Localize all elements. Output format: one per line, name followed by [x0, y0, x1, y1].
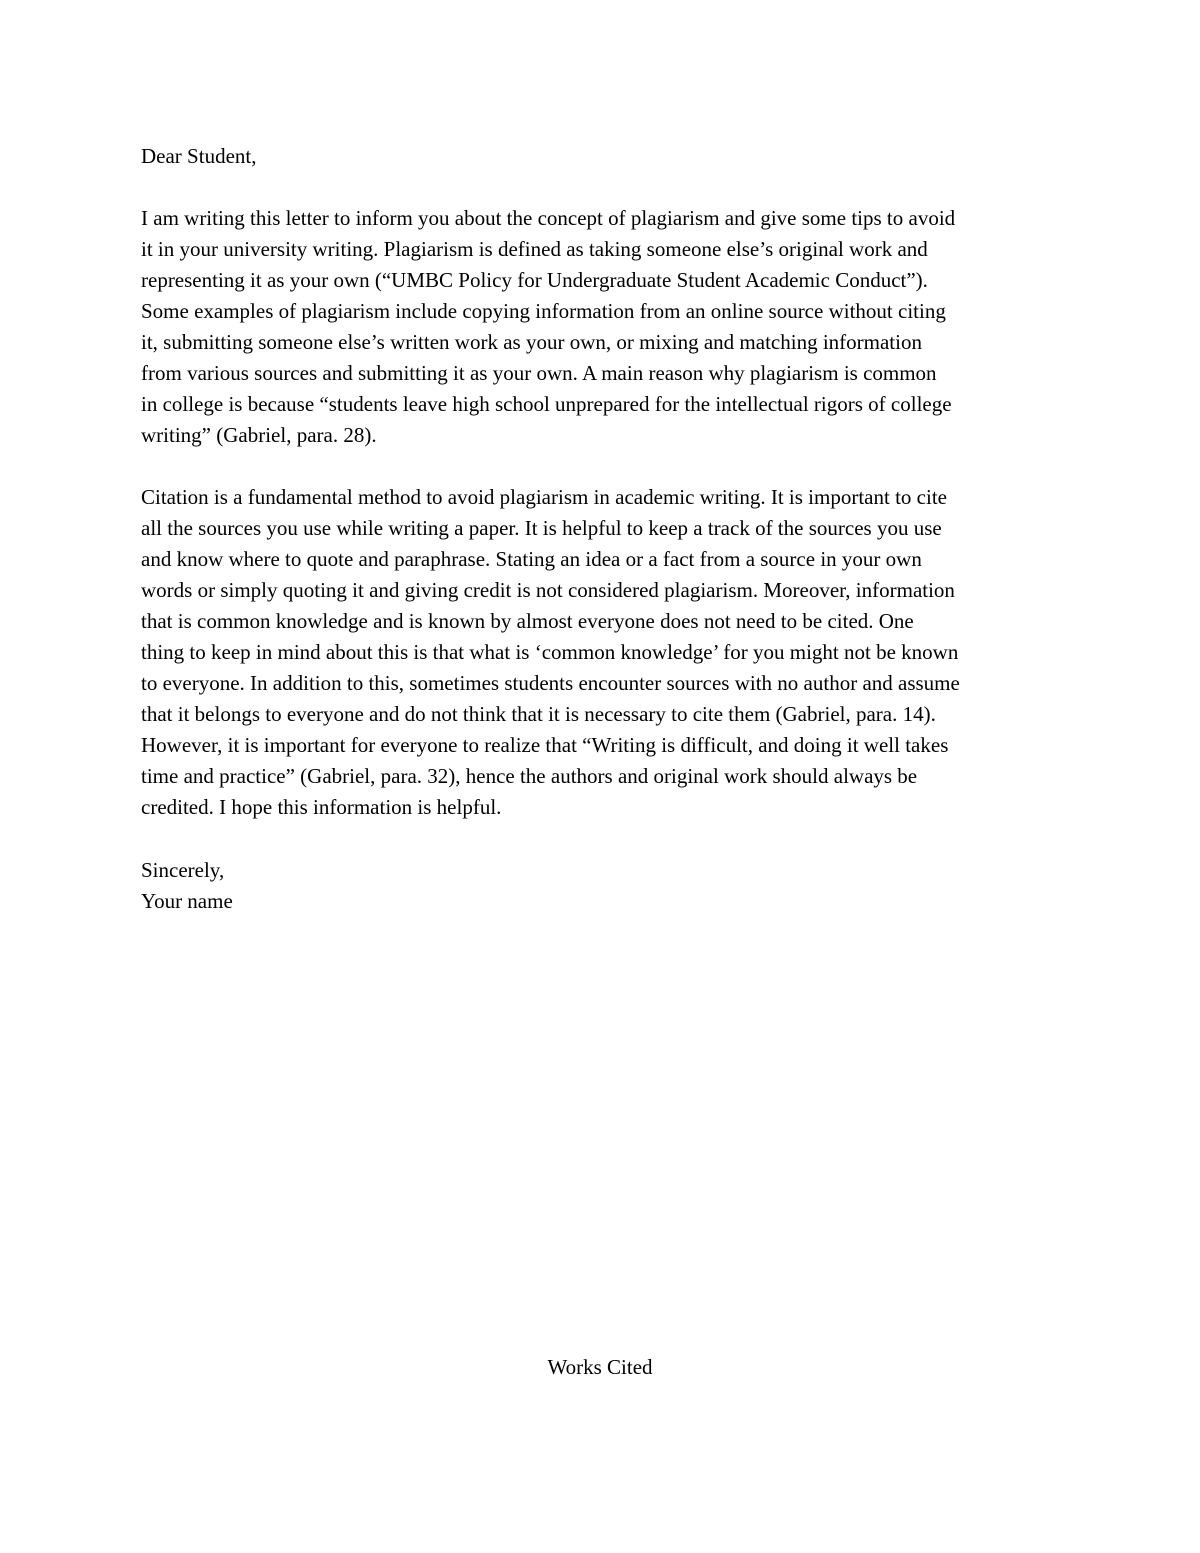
paragraph-line: all the sources you use while writing a paper. It is helpful to keep a track of the sources you use [141, 516, 942, 540]
paragraph-line: that it belongs to everyone and do not think that it is necessary to cite them (Gabriel, para. 14). [141, 702, 936, 726]
paragraph-line: I am writing this letter to inform you about the concept of plagiarism and give some tips to avoid [141, 206, 956, 230]
paragraph-line: thing to keep in mind about this is that what is ‘common knowledge’ for you might not be known [141, 640, 959, 664]
paragraph-line: that is common knowledge and is known by almost everyone does not need to be cited. One [141, 609, 914, 633]
closing: Sincerely, [141, 858, 225, 882]
paragraph-line: credited. I hope this information is helpful. [141, 795, 502, 819]
paragraph-line: from various sources and submitting it as your own. A main reason why plagiarism is common [141, 361, 937, 385]
paragraph-line: Some examples of plagiarism include copying information from an online source without citing [141, 299, 946, 323]
paragraph-line: However, it is important for everyone to realize that “Writing is difficult, and doing it well takes [141, 733, 949, 757]
paragraph-line: writing” (Gabriel, para. 28). [141, 423, 377, 447]
paragraph-line: words or simply quoting it and giving credit is not considered plagiarism. Moreover, information [141, 578, 955, 602]
paragraph-line: representing it as your own (“UMBC Policy for Undergraduate Student Academic Conduct”). [141, 268, 928, 292]
signature: Your name [141, 889, 233, 913]
paragraph-line: to everyone. In addition to this, sometimes students encounter sources with no author and assume [141, 671, 960, 695]
paragraph-line: and know where to quote and paraphrase. Stating an idea or a fact from a source in your own [141, 547, 922, 571]
paragraph-line: it in your university writing. Plagiarism is defined as taking someone else’s original work and [141, 237, 928, 261]
salutation: Dear Student, [141, 144, 257, 168]
paragraph-line: it, submitting someone else’s written work as your own, or mixing and matching information [141, 330, 922, 354]
paragraph-line: in college is because “students leave high school unprepared for the intellectual rigors of college [141, 392, 952, 416]
paragraph-line: Citation is a fundamental method to avoid plagiarism in academic writing. It is important to cite [141, 485, 947, 509]
paragraph-line: time and practice” (Gabriel, para. 32), hence the authors and original work should always be [141, 764, 918, 788]
works-cited-heading: Works Cited [547, 1355, 653, 1379]
